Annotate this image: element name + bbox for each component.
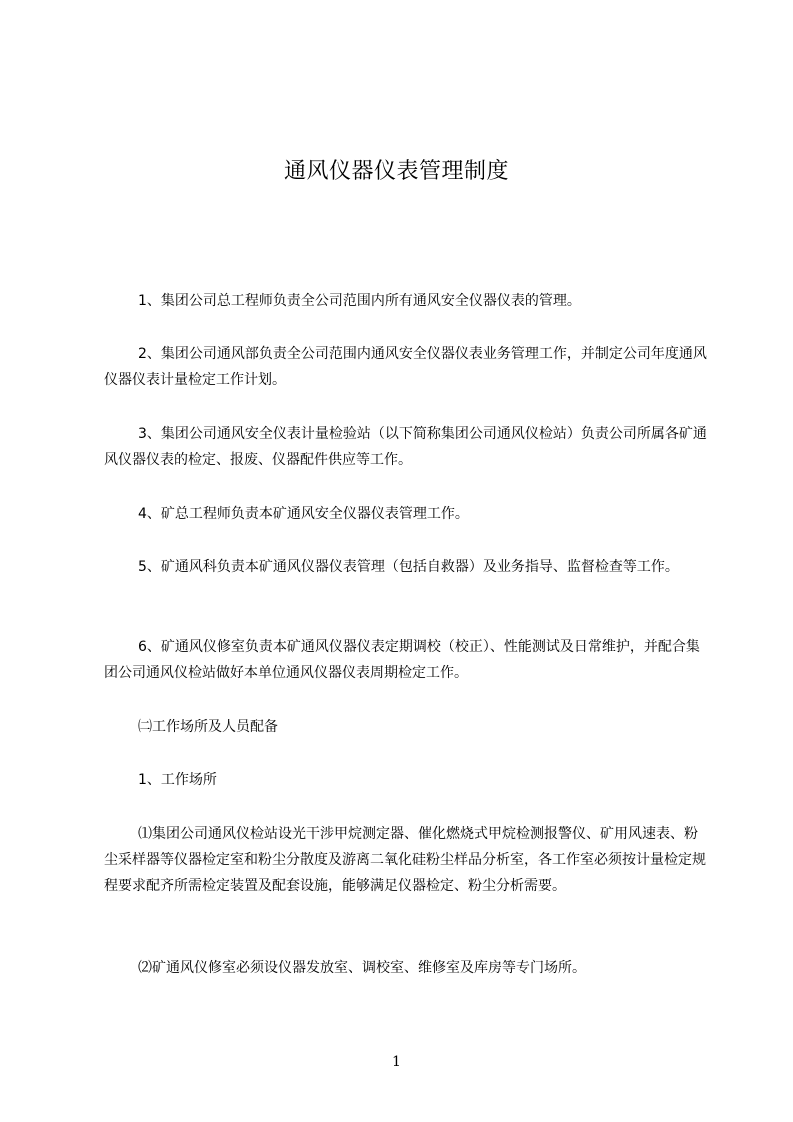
paragraph-text: 3、集团公司通风安全仪表计量检验站（以下简称集团公司通风仪检站）负责公司所属各矿通风仪器仪表的检定、报废、仪器配件供应等工作。: [104, 426, 707, 468]
paragraph-workplace-2: [104, 955, 710, 981]
paragraph-5: [104, 554, 710, 580]
paragraph-workplace-1: [104, 821, 710, 899]
paragraph-2: [104, 341, 710, 393]
paragraph-6: [104, 634, 710, 686]
paragraph-1: [104, 288, 710, 314]
paragraph-text: ⑴集团公司通风仪检站设光干涉甲烷测定器、催化燃烧式甲烷检测报警仪、矿用风速表、粉尘采样器等仪器检定室和粉尘分散度及游离二氧化硅粉尘样品分析室，各工作室必须按计量检定规程要求配齐所需检定装置及配套设施，能够满足仪器检定、粉尘分析需要。: [104, 826, 706, 894]
paragraph-text: 6、矿通风仪修室负责本矿通风仪器仪表定期调校（校正）、性能测试及日常维护，并配合集团公司通风仪检站做好本单位通风仪器仪表周期检定工作。: [104, 639, 700, 681]
section-heading-staffing: [104, 714, 710, 740]
paragraph-text: ⑵矿通风仪修室必须设仪器发放室、调校室、维修室及库房等专门场所。: [138, 960, 586, 976]
section-heading-text: ㈡工作场所及人员配备: [138, 719, 278, 735]
subsection-heading-text: 1、工作场所: [138, 772, 217, 788]
paragraph-text: 1、集团公司总工程师负责全公司范围内所有通风安全仪器仪表的管理。: [138, 293, 581, 309]
paragraph-4: [104, 501, 710, 527]
page-number: 1: [392, 1054, 401, 1070]
document-title: 通风仪器仪表管理制度: [283, 158, 509, 184]
paragraph-3: [104, 421, 710, 473]
paragraph-text: 2、集团公司通风部负责全公司范围内通风安全仪器仪表业务管理工作，并制定公司年度通风仪器仪表计量检定工作计划。: [104, 346, 707, 388]
paragraph-text: 4、矿总工程师负责本矿通风安全仪器仪表管理工作。: [138, 506, 469, 522]
subsection-heading-workplace: [104, 767, 710, 793]
paragraph-text: 5、矿通风科负责本矿通风仪器仪表管理（包括自救器）及业务指导、监督检查等工作。: [138, 559, 679, 575]
